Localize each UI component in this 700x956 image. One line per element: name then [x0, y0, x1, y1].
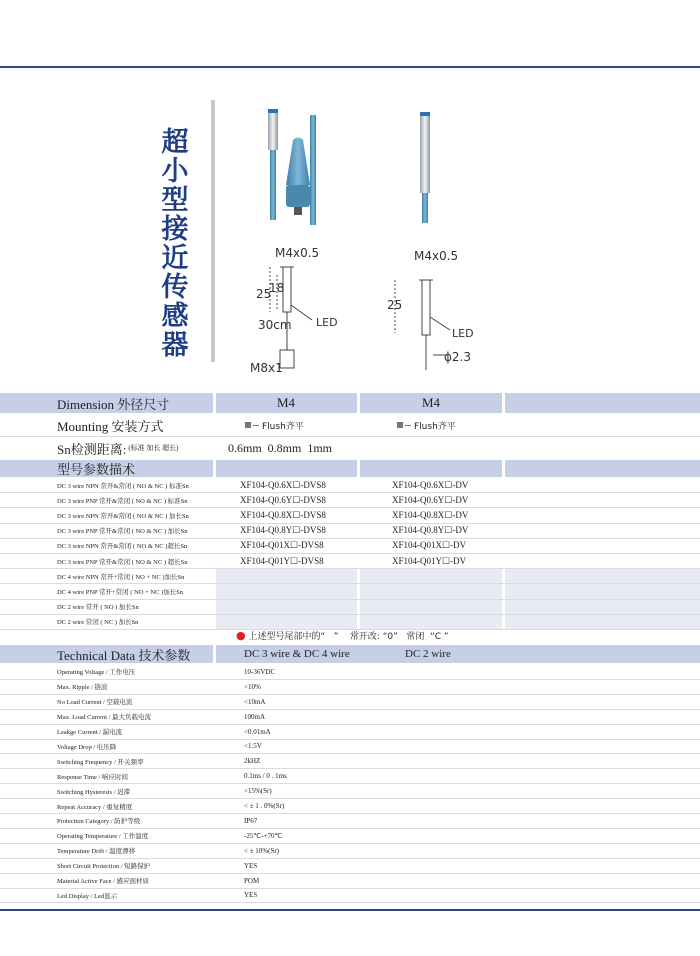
tech-row-value: <0.01mA — [244, 727, 271, 736]
tech-row-name: Operating Voltage / 工作电压 — [57, 669, 136, 677]
model-row-desc: DC 3 wire PNP 常开&常闭 ( NO & NC ) 加长Sn — [57, 528, 188, 536]
mounting-label: Mounting 安装方式 — [57, 418, 164, 434]
model-row-code-b — [392, 584, 512, 598]
tech-row — [0, 814, 700, 828]
tech-row-value: 100mA — [244, 712, 265, 721]
tech-row-value: <10mA — [244, 697, 266, 706]
title-char: 传 — [161, 272, 189, 303]
tech-row — [0, 680, 700, 694]
model-row-code-b — [392, 600, 512, 614]
model-row — [0, 539, 700, 553]
right-led-label: LED — [452, 327, 474, 340]
model-row-code-b: XF104-Q01X☐-DV — [392, 540, 467, 551]
tech-row — [0, 859, 700, 873]
tech-row-name: No Load Current / 空载电流 — [57, 699, 133, 707]
model-row — [0, 569, 700, 583]
model-row — [0, 554, 700, 568]
model-row — [0, 600, 700, 614]
mounting-right-value — [397, 414, 507, 436]
model-row-code-a: XF104-Q0.6X☐-DVS8 — [240, 479, 326, 490]
top-rule — [0, 66, 700, 68]
left-led-label: LED — [316, 316, 338, 329]
sensor-with-cable-photo — [410, 108, 440, 228]
vertical-title — [155, 128, 195, 360]
model-row-desc: DC 3 wire NPN 常开&常闭 ( NO & NC ) 加长Sn — [57, 512, 189, 520]
model-row-code-a: XF104-Q0.6Y☐-DVS8 — [240, 494, 326, 505]
model-row — [0, 615, 700, 629]
bottom-rule — [0, 909, 700, 911]
model-row-code-b: XF104-Q0.8X☐-DV — [392, 509, 469, 520]
sn-label-cell — [0, 437, 213, 459]
tech-row — [0, 725, 700, 739]
flush-icon — [245, 422, 251, 428]
model-row-code-a — [240, 615, 360, 629]
model-row-code-b: XF104-Q0.6X☐-DV — [392, 479, 469, 490]
model-row — [0, 584, 700, 598]
sn-value: 0.6mm 0.8mm 1mm — [228, 440, 333, 455]
model-note — [236, 629, 449, 642]
tech-row — [0, 844, 700, 858]
tech-row-value: <10% — [244, 682, 261, 691]
title-char: 感 — [161, 301, 189, 332]
model-row-desc: DC 4 wire NPN 常开+常闭 ( NO + NC )加长Sn — [57, 573, 185, 581]
model-row-code-a: XF104-Q0.8Y☐-DVS8 — [240, 525, 326, 536]
title-char: 器 — [161, 330, 189, 361]
tech-header-row — [0, 645, 700, 663]
tech-row-value: IP67 — [244, 816, 258, 825]
title-char: 接 — [161, 214, 189, 245]
model-row — [0, 524, 700, 538]
model-row-desc: DC 3 wire NPN 常开&常闭 ( NO & NC )超长Sn — [57, 543, 188, 551]
left-cable-label: 30cm — [258, 318, 292, 332]
model-row-code-b: XF104-Q01Y☐-DV — [392, 555, 467, 566]
dimension-row — [0, 393, 700, 413]
right-diameter-label: ϕ2.3 — [444, 350, 471, 364]
model-row-code-a: XF104-Q01X☐-DVS8 — [240, 540, 324, 551]
model-row — [0, 478, 700, 492]
sn-label: Sn检测距离: — [57, 441, 127, 457]
tech-row — [0, 784, 700, 798]
tech-row-name: Max. Ripple / 链波 — [57, 684, 108, 692]
tech-label: Technical Data 技术参数 — [57, 647, 191, 663]
tech-row-value: YES — [244, 861, 258, 870]
tech-row-name: Short Circuit Protection / 短路保护 — [57, 863, 151, 871]
title-char: 超 — [161, 127, 189, 158]
model-row-desc: DC 2 wire 常开 ( NO ) 加长Sn — [57, 604, 139, 612]
tech-row-name: Operating Temperature / 工作温度 — [57, 833, 149, 841]
model-row-code-b — [392, 569, 512, 583]
left-length-label: 25 — [256, 287, 272, 301]
tech-row-value: 2kHZ — [244, 757, 261, 766]
model-note-text: 上述型号尾部中的“ ” 常开改: “0” 常闭 “C ” — [248, 632, 449, 642]
tech-row-value: <1.5V — [244, 742, 262, 751]
model-row-code-b: XF104-Q0.8Y☐-DV — [392, 525, 469, 536]
tech-row-name: Max. Load Current / 最大负载电流 — [57, 714, 152, 722]
tech-row-value: < ± 1 . 0%(Sr) — [244, 802, 285, 811]
left-thread-label: M4x0.5 — [275, 246, 320, 260]
tech-row-value: POM — [244, 876, 260, 885]
tech-row — [0, 710, 700, 724]
model-row-desc: DC 4 wire PNP 常开+常闭 ( NO + NC )加长Sn — [57, 588, 184, 596]
dimension-right-value: M4 — [421, 395, 441, 410]
bullet-icon: ● — [236, 629, 246, 642]
left-length2-label: 18 — [269, 281, 285, 295]
model-row — [0, 508, 700, 522]
model-row-code-a — [240, 569, 360, 583]
tech-row — [0, 754, 700, 768]
mounting-row — [0, 414, 700, 436]
tech-row-value: YES — [244, 891, 258, 900]
tech-row-name: Voltage Drop / 电压降 — [57, 743, 117, 751]
tech-row-value: 10-36VDC — [244, 667, 276, 676]
dimension-label: Dimension 外径尺寸 — [57, 396, 170, 412]
models-label: 型号参数描术 — [57, 462, 136, 477]
tech-row — [0, 799, 700, 813]
sensor-with-connector-photo — [258, 105, 328, 230]
model-row-code-a — [240, 584, 360, 598]
tech-row — [0, 889, 700, 903]
model-row-code-a — [240, 600, 360, 614]
models-header-row — [0, 460, 700, 477]
tech-row-name: Switching Hysteresis / 迟滞 — [57, 788, 131, 796]
tech-row — [0, 829, 700, 843]
tech-row-name: Protection Category / 防护等级 — [57, 818, 141, 826]
tech-row-name: Temperature Drift / 温度漂移 — [57, 848, 136, 856]
mounting-right-text: Flush齐平 — [414, 421, 456, 432]
model-row-code-a: XF104-Q01Y☐-DVS8 — [240, 555, 324, 566]
mounting-left-value — [245, 414, 355, 436]
title-char: 小 — [161, 156, 189, 187]
tech-row-name: Led Display / Led显示 — [57, 892, 118, 900]
model-row-desc: DC 2 wire 常闭 ( NC ) 加长Sn — [57, 619, 139, 627]
model-row-desc: DC 3 wire NPN 常开&常闭 ( NO & NC ) 标准Sn — [57, 482, 189, 490]
tech-col-b: DC 2 wire — [405, 648, 451, 660]
tech-row-value: -25℃-+70℃ — [244, 831, 283, 840]
tech-row — [0, 769, 700, 783]
tech-row — [0, 695, 700, 709]
model-row — [0, 493, 700, 507]
sn-label-small: (标准 加长 超长) — [128, 444, 179, 452]
tech-row-name: Repeat Accuracy / 重复精度 — [57, 803, 133, 811]
model-row-desc: DC 3 wire PNP 常开&常闭 ( NO & NC ) 超长Sn — [57, 558, 188, 566]
title-char: 近 — [161, 243, 189, 274]
model-row-desc: DC 3 wire PNP 常开&常闭 ( NO & NC ) 标准Sn — [57, 497, 188, 505]
tech-row-name: Leakge Current / 漏电流 — [57, 729, 123, 737]
tech-row-value: 0.1ms / 0 . 1ms — [244, 772, 287, 781]
left-connector-label: M8x1 — [250, 361, 283, 375]
tech-row — [0, 874, 700, 888]
tech-row-value: < ± 10%(Sr) — [244, 846, 280, 855]
model-row-code-b: XF104-Q0.6Y☐-DV — [392, 494, 469, 505]
right-thread-label: M4x0.5 — [414, 249, 459, 263]
dimension-left-value: M4 — [276, 395, 296, 410]
tech-row-name: Response Time / 响应时间 — [57, 773, 128, 781]
title-divider — [211, 100, 215, 362]
model-row-code-b — [392, 615, 512, 629]
title-char: 型 — [161, 185, 189, 216]
tech-row — [0, 665, 700, 679]
tech-row — [0, 740, 700, 754]
tech-row-name: Switching Frequency / 开关频率 — [57, 758, 144, 766]
tech-col-a: DC 3 wire & DC 4 wire — [244, 648, 350, 660]
flush-icon — [397, 422, 403, 428]
tech-row-value: <15%(Sr) — [244, 787, 272, 796]
sn-row — [0, 437, 700, 459]
right-length-label: 25 — [387, 298, 403, 312]
mounting-left-text: Flush齐平 — [262, 421, 304, 432]
tech-row-name: Material Active Face / 感应面材质 — [57, 878, 150, 886]
model-row-code-a: XF104-Q0.8X☐-DVS8 — [240, 509, 326, 520]
